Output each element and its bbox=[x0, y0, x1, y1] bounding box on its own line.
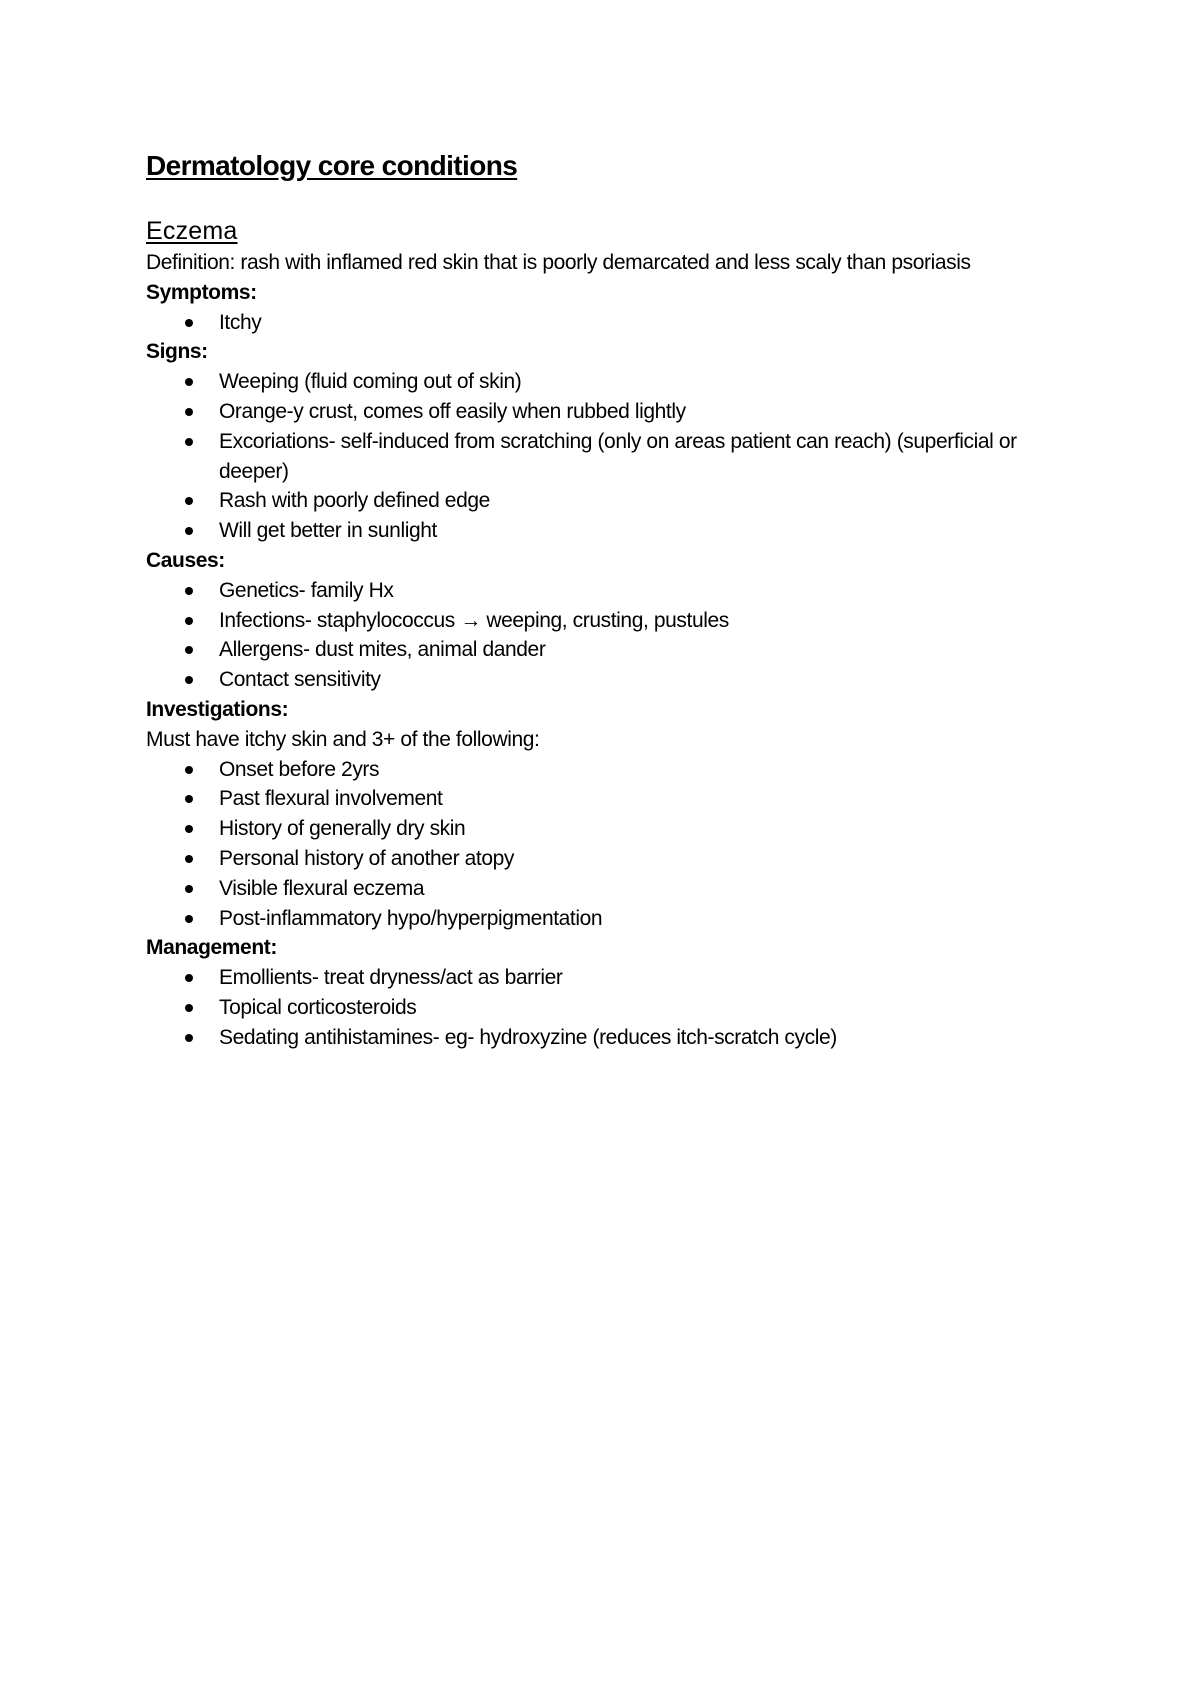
list-item-text: Post-inflammatory hypo/hyperpigmentation bbox=[219, 906, 603, 930]
list-item bbox=[146, 516, 1046, 546]
list-item bbox=[146, 486, 1046, 516]
list-item bbox=[146, 814, 1046, 844]
list-item-text: Personal history of another atopy bbox=[219, 846, 514, 870]
bullet-icon bbox=[185, 408, 193, 416]
management-list bbox=[146, 963, 1046, 1052]
list-item bbox=[146, 874, 1046, 904]
list-item bbox=[146, 904, 1046, 934]
bullet-icon bbox=[185, 617, 193, 625]
causes-label: Causes: bbox=[146, 548, 225, 572]
list-item-text: Itchy bbox=[219, 310, 262, 334]
list-item bbox=[146, 635, 1046, 665]
bullet-icon bbox=[185, 646, 193, 654]
investigations-list bbox=[146, 755, 1046, 934]
list-item-text: History of generally dry skin bbox=[219, 817, 466, 841]
list-item-text: Emollients- treat dryness/act as barrier bbox=[219, 966, 563, 990]
list-item bbox=[146, 665, 1046, 695]
list-item-text: Weeping (fluid coming out of skin) bbox=[219, 370, 522, 394]
list-item bbox=[146, 606, 1046, 636]
bullet-icon bbox=[185, 527, 193, 535]
list-item-text: Rash with poorly defined edge bbox=[219, 489, 490, 513]
list-item-text: Onset before 2yrs bbox=[219, 757, 380, 781]
list-item-text: Excoriations- self-induced from scratching (only on areas patient can reach) (superficial or deeper) bbox=[219, 429, 1017, 483]
list-item-text: Orange-y crust, comes off easily when rubbed lightly bbox=[219, 399, 686, 423]
bullet-icon bbox=[185, 795, 193, 803]
list-item-text: Sedating antihistamines- eg- hydroxyzine (reduces itch-scratch cycle) bbox=[219, 1025, 837, 1049]
list-item bbox=[146, 576, 1046, 606]
section-heading-eczema: Eczema bbox=[146, 217, 238, 245]
document-page bbox=[146, 146, 1046, 1053]
management-label: Management: bbox=[146, 936, 277, 960]
investigations-label: Investigations: bbox=[146, 697, 289, 721]
bullet-icon bbox=[185, 438, 193, 446]
list-item bbox=[146, 963, 1046, 993]
bullet-icon bbox=[185, 974, 193, 982]
list-item bbox=[146, 784, 1046, 814]
definition-text: Definition: rash with inflamed red skin that is poorly demarcated and less scaly than psoriasis bbox=[146, 251, 971, 274]
list-item-text: Topical corticosteroids bbox=[219, 995, 417, 1019]
list-item-text: Genetics- family Hx bbox=[219, 578, 394, 602]
list-item bbox=[146, 397, 1046, 427]
list-item bbox=[146, 755, 1046, 785]
bullet-icon bbox=[185, 825, 193, 833]
symptoms-label: Symptoms: bbox=[146, 280, 257, 304]
list-item bbox=[146, 367, 1046, 397]
list-item-text: Will get better in sunlight bbox=[219, 519, 437, 543]
list-item bbox=[146, 308, 1046, 338]
list-item-text: Contact sensitivity bbox=[219, 668, 381, 692]
bullet-icon bbox=[185, 1004, 193, 1012]
bullet-icon bbox=[185, 915, 193, 923]
list-item bbox=[146, 844, 1046, 874]
bullet-icon bbox=[185, 319, 193, 327]
signs-label: Signs: bbox=[146, 340, 208, 364]
signs-list bbox=[146, 367, 1046, 546]
list-item-text: Visible flexural eczema bbox=[219, 876, 425, 900]
bullet-icon bbox=[185, 855, 193, 863]
list-item-text: Past flexural involvement bbox=[219, 787, 443, 811]
bullet-icon bbox=[185, 766, 193, 774]
bullet-icon bbox=[185, 378, 193, 386]
bullet-icon bbox=[185, 587, 193, 595]
list-item bbox=[146, 993, 1046, 1023]
investigations-intro: Must have itchy skin and 3+ of the following: bbox=[146, 727, 540, 751]
causes-list bbox=[146, 576, 1046, 695]
symptoms-list bbox=[146, 308, 1046, 338]
list-item bbox=[146, 427, 1046, 487]
list-item bbox=[146, 1023, 1046, 1053]
bullet-icon bbox=[185, 676, 193, 684]
bullet-icon bbox=[185, 885, 193, 893]
list-item-text: Infections- staphylococcus → weeping, crusting, pustules bbox=[219, 608, 729, 632]
bullet-icon bbox=[185, 497, 193, 505]
list-item-text: Allergens- dust mites, animal dander bbox=[219, 638, 546, 662]
document-title: Dermatology core conditions bbox=[146, 150, 518, 181]
bullet-icon bbox=[185, 1034, 193, 1042]
